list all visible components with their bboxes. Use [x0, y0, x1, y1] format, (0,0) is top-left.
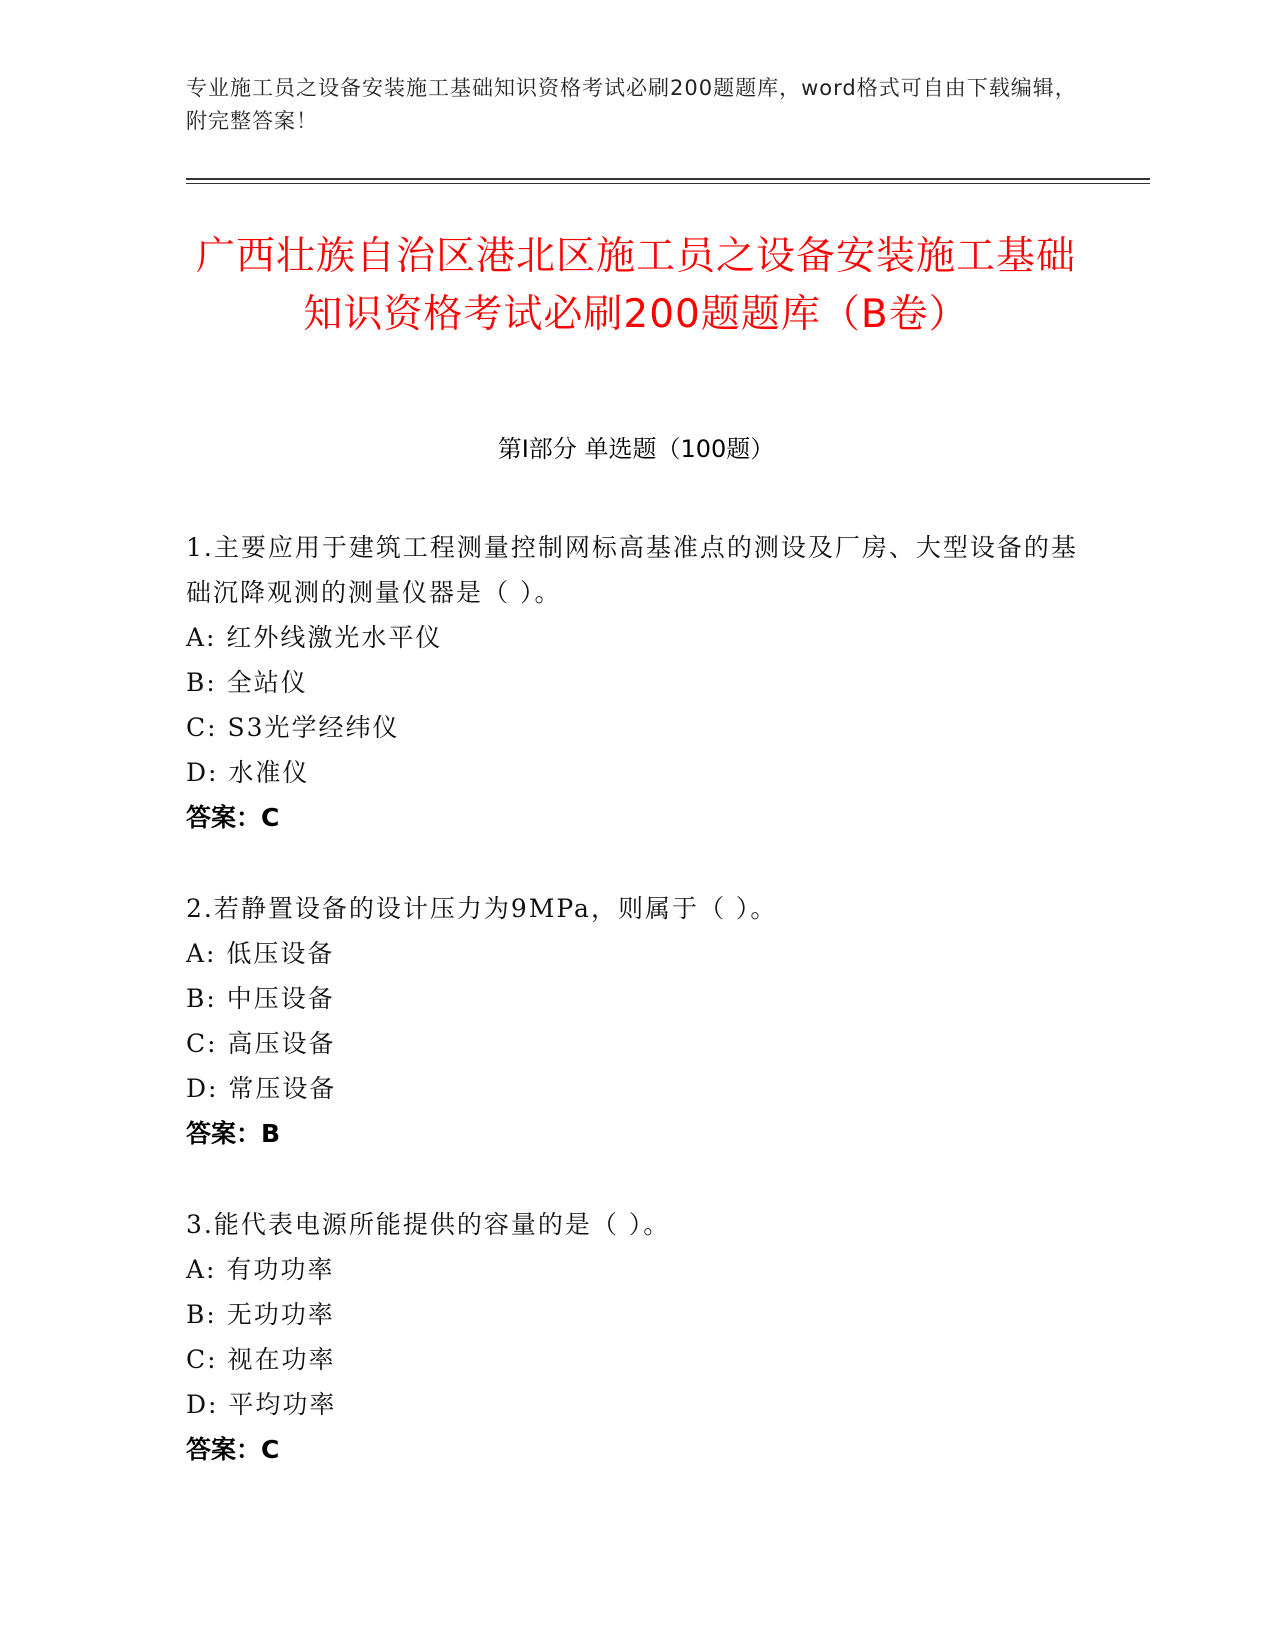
option-a: A: 有功功率 — [186, 1255, 335, 1284]
option-d: D: 平均功率 — [186, 1390, 337, 1419]
question-3 — [186, 1202, 1086, 1472]
question-1 — [186, 525, 1086, 840]
header-rule-thin — [186, 183, 1150, 184]
option-c: C: 视在功率 — [186, 1345, 336, 1374]
question-2 — [186, 886, 1086, 1156]
option-a: A: 低压设备 — [186, 939, 335, 968]
question-list — [186, 525, 1086, 1518]
question-stem: 3.能代表电源所能提供的容量的是（ ）。 — [186, 1210, 671, 1239]
header-note: 专业施工员之设备安装施工基础知识资格考试必刷200题题库，word格式可自由下载编辑，附完整答案！ — [186, 76, 1077, 133]
answer: 答案：B — [186, 1119, 281, 1148]
answer: 答案：C — [186, 1435, 280, 1464]
option-b: B: 中压设备 — [186, 984, 335, 1013]
document-title: 广西壮族自治区港北区施工员之设备安装施工基础知识资格考试必刷200题题库（B卷） — [195, 234, 1076, 337]
option-a: A: 红外线激光水平仪 — [186, 623, 443, 652]
answer: 答案：C — [186, 803, 280, 832]
option-d: D: 常压设备 — [186, 1074, 337, 1103]
question-stem: 1.主要应用于建筑工程测量控制网标高基准点的测设及厂房、大型设备的基础沉降观测的测量仪器是（ ）。 — [186, 533, 1078, 607]
section-title: 第I部分 单选题（100题） — [497, 435, 775, 463]
option-d: D: 水准仪 — [186, 758, 310, 787]
option-c: C: 高压设备 — [186, 1029, 336, 1058]
option-b: B: 无功功率 — [186, 1300, 335, 1329]
option-b: B: 全站仪 — [186, 668, 308, 697]
header-rule-thick — [186, 178, 1150, 180]
question-stem: 2.若静置设备的设计压力为9MPa，则属于（ ）。 — [186, 894, 778, 923]
option-c: C: S3光学经纬仪 — [186, 713, 400, 742]
